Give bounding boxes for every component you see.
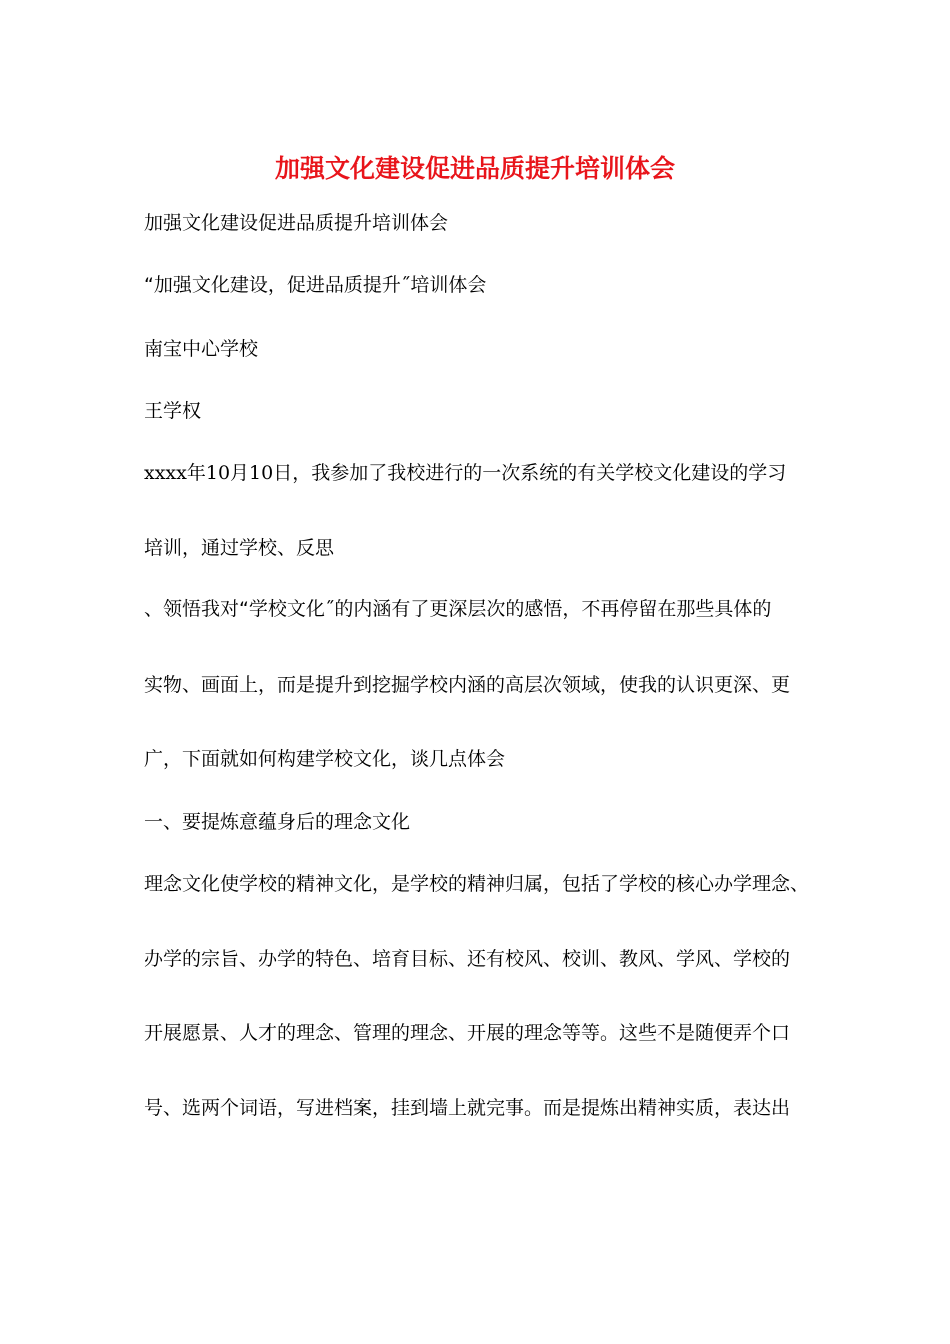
intro-paragraph-line-4: 实物、画面上，而是提升到挖掘学校内涵的高层次领域，使我的认识更深、更 [144,674,791,696]
intro-line-1-text: ，我参加了我校进行的一次系统的有关学校文化建设的学习 [292,462,787,484]
intro-paragraph-line-2: 培训，通过学校、反思 [144,537,335,559]
section-1-paragraph-line-4: 号、选两个词语，写进档案，挂到墙上就完事。而是提炼出精神实质，表达出 [144,1097,791,1119]
section-1-paragraph-line-3: 开展愿景、人才的理念、管理的理念、开展的理念等等。这些不是随便弄个口 [144,1022,791,1044]
document-subtitle: 加强文化建设促进品质提升培训体会 [144,212,449,234]
section-1-paragraph-line-2: 办学的宗旨、办学的特色、培育目标、还有校风、校训、教风、学风、学校的 [144,948,791,970]
intro-paragraph-line-5: 广，下面就如何构建学校文化，谈几点体会 [144,748,506,770]
quoted-title: “加强文化建设，促进品质提升˝培训体会 [144,274,487,296]
intro-paragraph-line-3: 、领悟我对“学校文化˝的内涵有了更深层次的感悟，不再停留在那些具体的 [144,598,772,620]
author-name: 王学权 [144,400,202,422]
school-name: 南宝中心学校 [144,338,259,360]
intro-date: xxxx年10月10日 [144,462,293,484]
section-1-heading: 一、要提炼意蕴身后的理念文化 [144,811,411,833]
section-1-paragraph-line-1: 理念文化使学校的精神文化，是学校的精神归属，包括了学校的核心办学理念、 [144,873,810,895]
document-title: 加强文化建设促进品质提升培训体会 [274,154,675,183]
intro-paragraph-line-1 [144,460,786,486]
